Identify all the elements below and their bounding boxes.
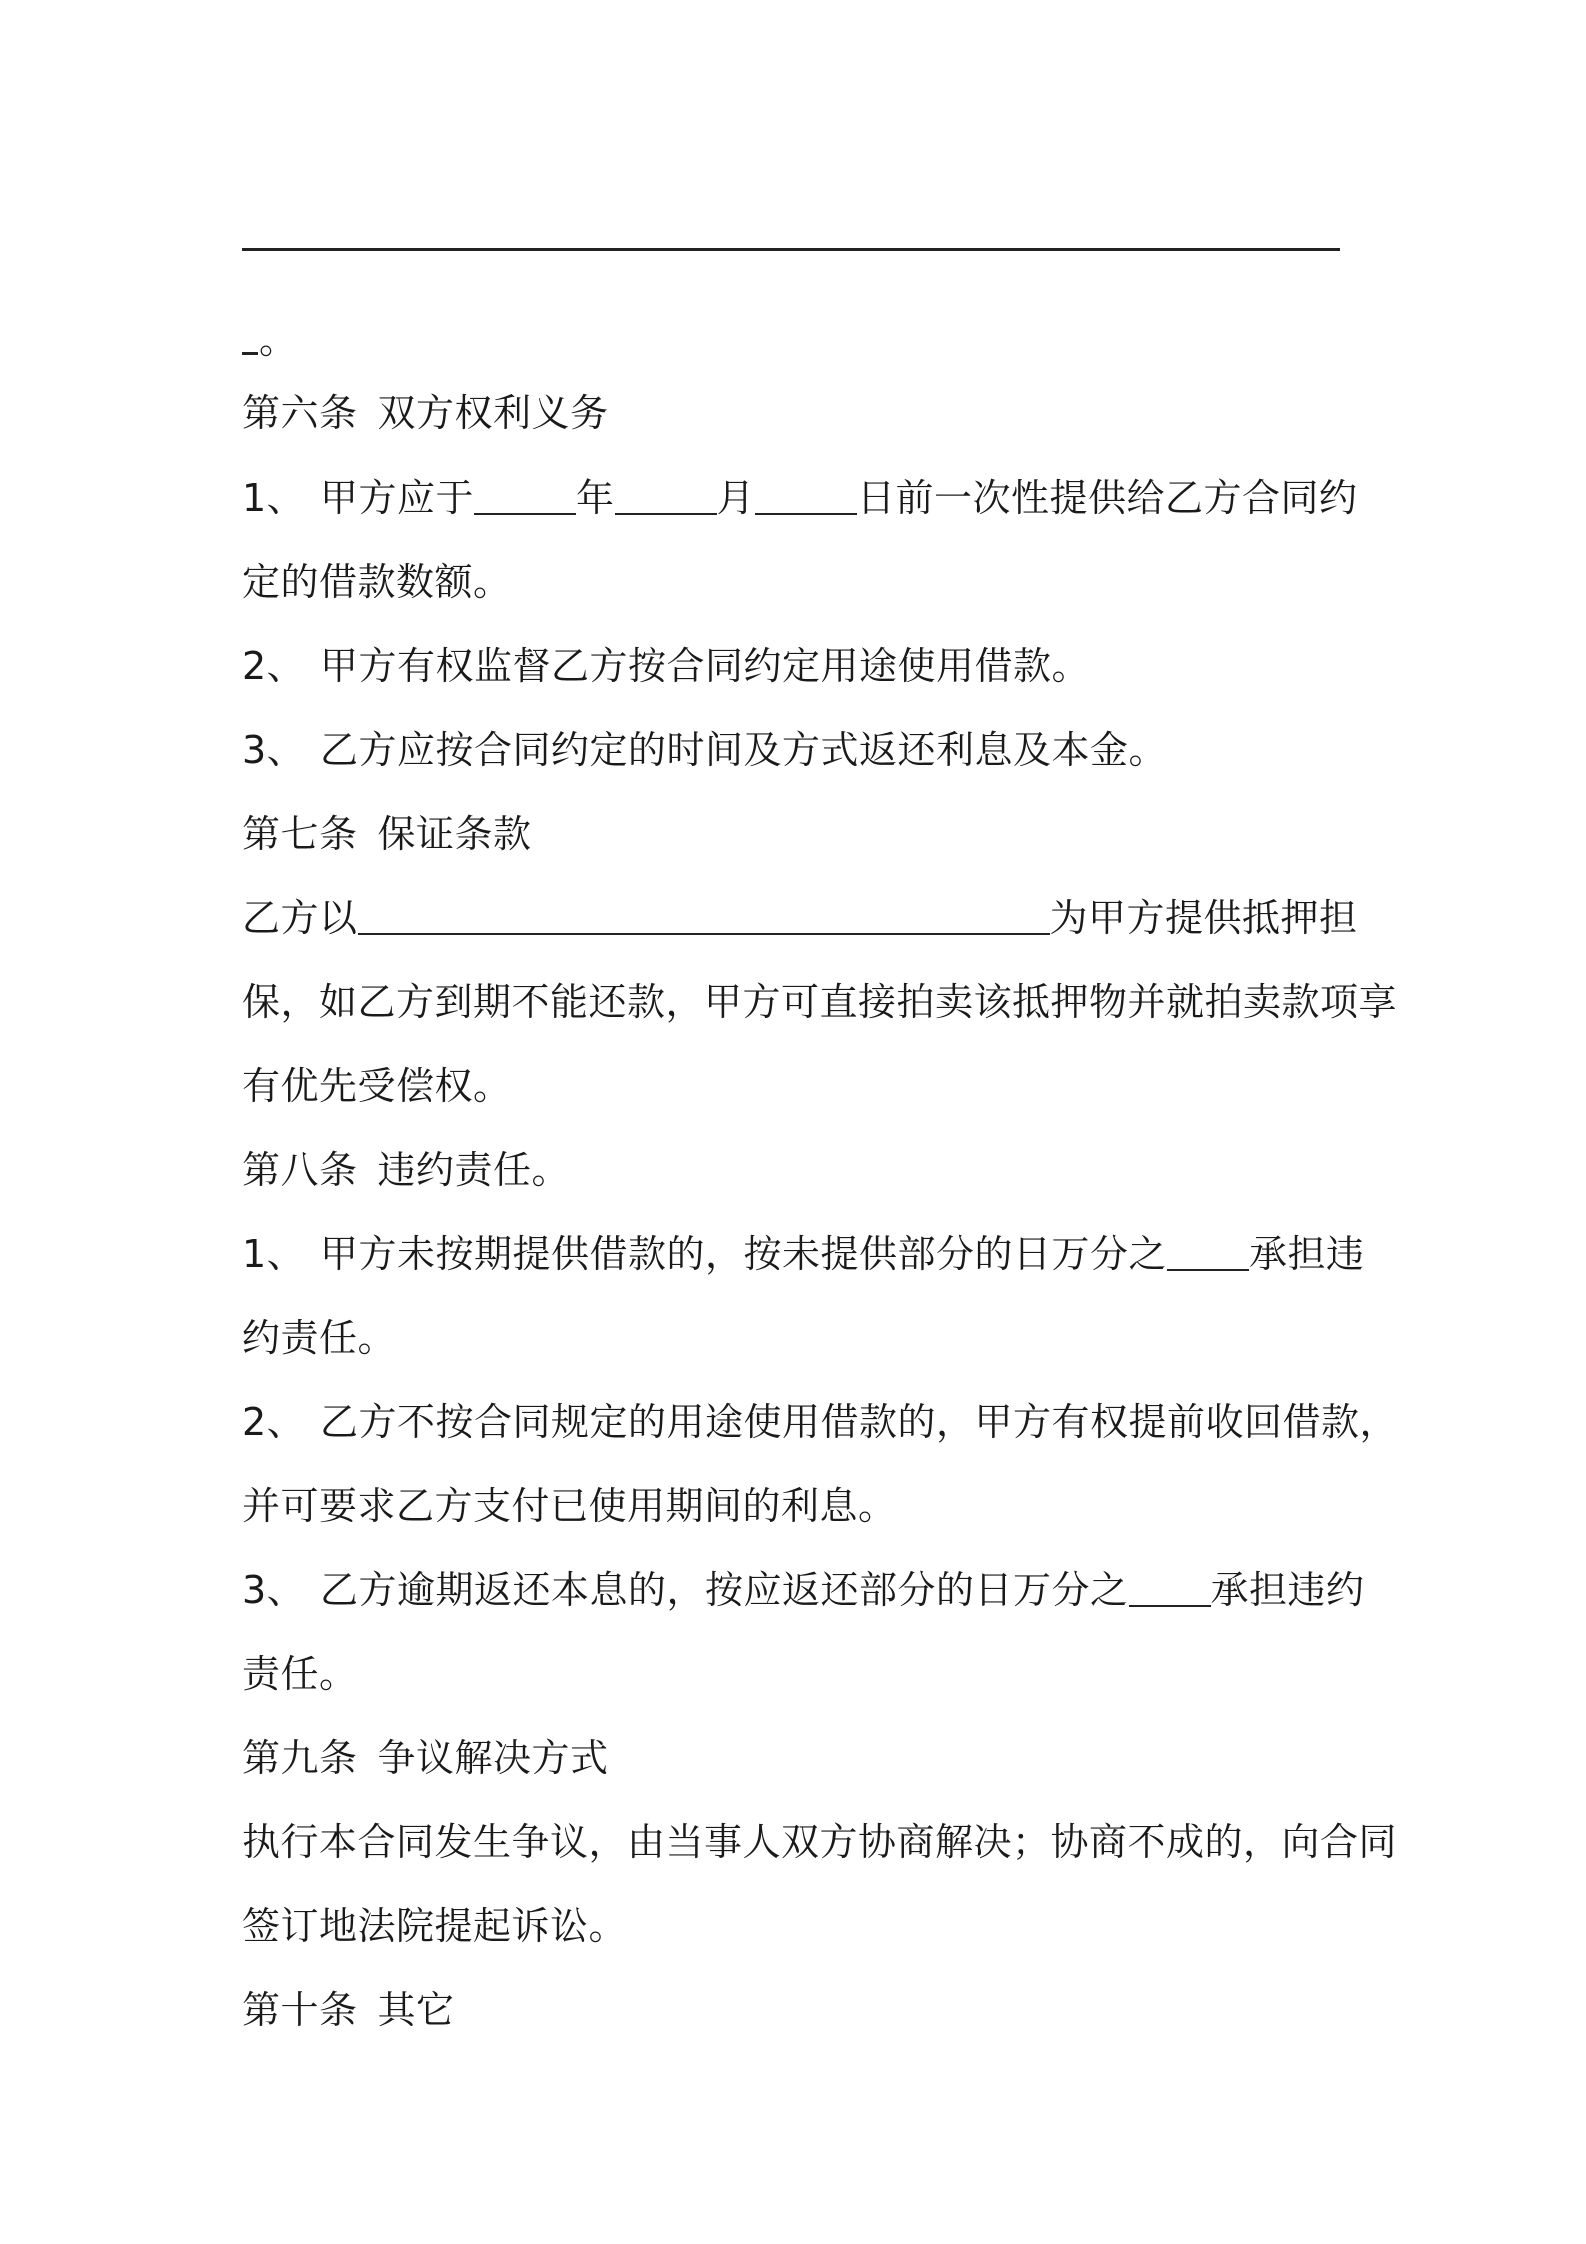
article-8-item-2-cont — [242, 1464, 897, 1548]
article-number: 第八条 — [242, 1148, 358, 1192]
item-text: 年 — [576, 476, 615, 520]
item-text: 乙方不按合同规定的用途使用借款的，甲方有权提前收回借款， — [320, 1400, 1399, 1444]
penalty-rate-blank-2[interactable] — [1129, 1571, 1211, 1607]
article-6-item-3 — [242, 708, 1167, 792]
article-9-heading — [242, 1716, 609, 1800]
article-7-line-3 — [242, 1044, 512, 1128]
article-6-item-2 — [242, 624, 1090, 708]
item-text: 签订地法院提起诉讼。 — [242, 1904, 628, 1948]
item-number: 2、 — [242, 644, 306, 688]
fill-in-rule-short — [242, 352, 258, 355]
item-number: 3、 — [242, 1568, 306, 1612]
item-text: 为甲方提供抵押担 — [1049, 896, 1358, 940]
month-blank[interactable] — [615, 479, 717, 515]
article-8-item-1 — [242, 1212, 1365, 1296]
article-8-item-2 — [242, 1380, 1398, 1464]
article-7-heading — [242, 792, 532, 876]
item-text: 乙方以 — [242, 896, 358, 940]
article-10-heading — [242, 1968, 455, 2052]
article-number: 第十条 — [242, 1988, 358, 2032]
item-number: 1、 — [242, 476, 306, 520]
item-text: 日前一次性提供给乙方合同约 — [857, 476, 1358, 520]
article-8-item-3 — [242, 1548, 1365, 1632]
penalty-rate-blank-1[interactable] — [1167, 1235, 1249, 1271]
item-text: 并可要求乙方支付已使用期间的利息。 — [242, 1484, 897, 1528]
article-title: 其它 — [377, 1988, 455, 2032]
item-text: 责任。 — [242, 1652, 358, 1696]
opening-tail-line — [242, 298, 298, 382]
article-8-heading — [242, 1128, 570, 1212]
year-blank[interactable] — [474, 479, 576, 515]
item-number: 2、 — [242, 1400, 306, 1444]
item-text: 甲方应于 — [320, 476, 475, 520]
article-title: 双方权利义务 — [377, 391, 609, 435]
article-number: 第七条 — [242, 812, 358, 856]
item-text: 乙方逾期返还本息的，按应返还部分的日万分之 — [320, 1568, 1129, 1612]
article-6-heading — [242, 371, 609, 455]
item-number: 1、 — [242, 1232, 306, 1276]
article-9-line-1 — [242, 1800, 1397, 1884]
collateral-blank[interactable] — [358, 899, 1050, 935]
item-text: 甲方未按期提供借款的，按未提供部分的日万分之 — [320, 1232, 1168, 1276]
item-text: 乙方应按合同约定的时间及方式返还利息及本金。 — [320, 728, 1168, 772]
article-title: 保证条款 — [377, 812, 532, 856]
item-text: 约责任。 — [242, 1316, 397, 1360]
article-number: 第九条 — [242, 1736, 358, 1780]
item-text: 承担违 — [1249, 1232, 1365, 1276]
fill-in-rule — [242, 248, 1340, 251]
item-text: 月 — [716, 476, 756, 520]
item-text: 定的借款数额。 — [242, 560, 512, 604]
article-number: 第六条 — [242, 391, 358, 435]
item-text: 执行本合同发生争议，由当事人双方协商解决；协商不成的，向合同 — [242, 1820, 1398, 1864]
item-number: 3、 — [242, 728, 306, 772]
article-8-item-3-cont — [242, 1632, 358, 1716]
item-text: 承担违约 — [1210, 1568, 1365, 1612]
day-blank[interactable] — [755, 479, 857, 515]
opening-tail: 。 — [259, 318, 298, 362]
item-text: 甲方有权监督乙方按合同约定用途使用借款。 — [320, 644, 1091, 688]
article-6-item-1 — [242, 456, 1358, 540]
article-7-line-2 — [242, 960, 1397, 1044]
item-text: 保，如乙方到期不能还款，甲方可直接拍卖该抵押物并就拍卖款项享 — [242, 980, 1398, 1024]
article-7-line-1 — [242, 876, 1358, 960]
article-title: 违约责任。 — [377, 1148, 571, 1192]
item-text: 有优先受偿权。 — [242, 1064, 512, 1108]
article-9-line-2 — [242, 1884, 627, 1968]
article-6-item-1-cont — [242, 540, 512, 624]
article-8-item-1-cont — [242, 1296, 396, 1380]
article-title: 争议解决方式 — [377, 1736, 609, 1780]
